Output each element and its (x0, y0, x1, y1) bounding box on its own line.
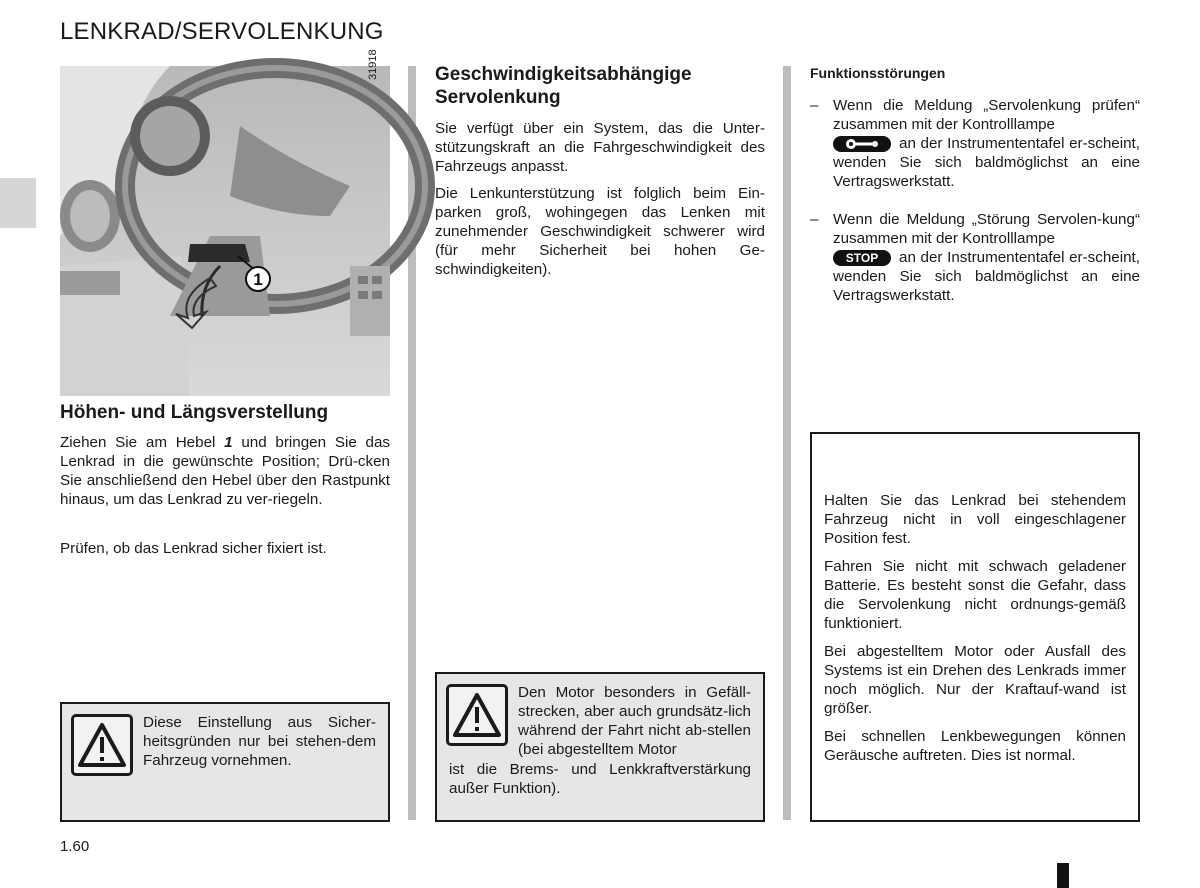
column-divider-right (783, 66, 791, 820)
warning-triangle-icon (71, 714, 133, 776)
warning-box-left (60, 702, 390, 822)
note-paragraph-4: Bei schnellen Lenkbewegungen können Geräusche auftreten. Dies ist normal. (824, 728, 1126, 764)
power-steering-paragraph-2: Die Lenkunterstützung ist folglich beim Ein-parken groß, wohingegen das Lenken mit zunehmender Geschwindigkeit schwerer wird (für mehr Sicherheit bei hohen Ge-schwindigkeiten). (435, 185, 765, 278)
warning-triangle-icon (446, 684, 508, 746)
warning-text-left: Diese Einstellung aus Sicher-heitsgründen nur bei stehen-dem Fahrzeug vornehmen. (143, 714, 376, 769)
chapter-tab (0, 178, 36, 228)
warning-text-middle-part2: ist die Brems- und Lenkkraftverstärkung außer Funktion). (449, 761, 751, 797)
page-title: LENKRAD/SERVOLENKUNG (60, 18, 384, 45)
callout-label: 1 (253, 270, 263, 289)
note-paragraph-1: Halten Sie das Lenkrad bei stehendem Fahrzeug nicht in voll eingeschlagener Position fest. (824, 492, 1126, 547)
note-paragraph-2: Fahren Sie nicht mit schwach geladener Batterie. Es besteht sonst die Gefahr, dass die Servolenkung nicht ordnungs-gemäß funktioniert. (824, 558, 1126, 632)
note-box (810, 432, 1140, 822)
section-heading-malfunctions: Funktionsstörungen (810, 65, 946, 81)
page-number: 1.60 (60, 838, 90, 855)
steering-photo (60, 49, 390, 396)
wrench-icon (833, 136, 891, 152)
section-heading-adjustment: Höhen- und Längsverstellung (60, 402, 329, 423)
corner-mark (1057, 863, 1069, 888)
malfunction-item-2: – Wenn die Meldung „Störung Servolen-kung“ zusammen mit der Kontrolllampe STOP an der Instrumententafel er-scheint, wenden Sie sich baldmöglichst an eine Vertragswerkstatt. (810, 211, 1140, 304)
stop-lamp-icon: STOP (833, 250, 891, 266)
figure-id: 31918 (367, 49, 379, 80)
adjustment-paragraph: Ziehen Sie am Hebel 1 und bringen Sie das Lenkrad in die gewünschte Position; Drü-cken Sie anschließend den Hebel über den Rastpunkt hinaus, um das Lenkrad zu ver-riegeln. (60, 434, 390, 508)
steering-wheel-illustration (60, 66, 390, 396)
power-steering-paragraph-1: Sie verfügt über ein System, das die Unter-stützungskraft an die Fahrgeschwindigkeit des Fahrzeugs anpasst. (435, 120, 765, 175)
check-paragraph: Prüfen, ob das Lenkrad sicher fixiert ist. (60, 540, 327, 557)
malfunction-item-1: – Wenn die Meldung „Servolenkung prüfen“ zusammen mit der Kontrolllampe an der Instrumententafel er-scheint, wenden Sie sich baldmöglichst an eine Vertragswerkstatt. (810, 97, 1140, 190)
bullet-dash: – (810, 211, 819, 228)
warning-text-middle-part1: Den Motor besonders in Gefäll-strecken, aber auch grundsätz-lich während der Fahrt nicht ab-stellen (bei abgestelltem Motor (518, 684, 751, 758)
bullet-dash: – (810, 97, 819, 114)
section-heading-power-steering: Geschwindigkeitsabhängige Servolenkung (435, 64, 692, 108)
warning-box-middle (435, 672, 765, 822)
note-paragraph-3: Bei abgestelltem Motor oder Ausfall des Systems ist ein Drehen des Lenkrads immer noch möglich. Nur der Kraftauf-wand ist größer. (824, 643, 1126, 717)
